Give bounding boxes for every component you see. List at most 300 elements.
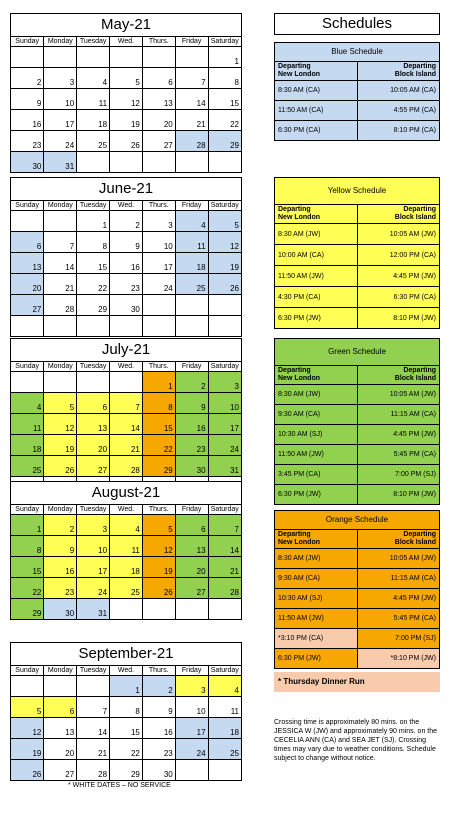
calendar-day: 2 <box>142 676 175 697</box>
calendar-day: 24 <box>142 274 175 295</box>
schedule-row <box>275 385 439 405</box>
calendar-grid <box>11 201 241 336</box>
calendar-day: 30 <box>175 456 208 477</box>
weekday-header: Sunday <box>11 666 44 676</box>
calendar-week <box>11 599 241 620</box>
calendar-day: 24 <box>44 131 77 152</box>
calendar-empty-cell <box>44 316 77 337</box>
calendar-day: 8 <box>77 232 110 253</box>
calendar-week <box>11 253 241 274</box>
calendar-day: 23 <box>110 274 143 295</box>
calendar-day: 22 <box>142 435 175 456</box>
calendar-empty-cell <box>142 295 175 316</box>
calendar-week <box>11 47 241 68</box>
calendar-empty-cell <box>110 316 143 337</box>
schedule-table <box>275 62 439 140</box>
departure-new-london: 11:50 AM (JW) <box>275 609 357 629</box>
no-service-legend: * WHITE DATES – NO SERVICE <box>68 782 171 789</box>
calendar-week <box>11 152 241 173</box>
weekday-header: Monday <box>44 362 77 372</box>
schedule-table <box>275 205 439 328</box>
calendar-day: 16 <box>44 557 77 578</box>
calendar-day: 12 <box>208 232 241 253</box>
calendar-week <box>11 760 241 781</box>
departure-block-island: 11:15 AM (CA) <box>357 569 439 589</box>
calendar-day: 4 <box>77 68 110 89</box>
calendar-day: 30 <box>110 295 143 316</box>
calendar-empty-cell <box>142 152 175 173</box>
departure-block-island: 8:10 PM (JW) <box>357 308 439 329</box>
header-line: Departing <box>403 63 436 70</box>
departure-new-london: 9:30 AM (CA) <box>275 569 357 589</box>
departure-new-london: 9:30 AM (CA) <box>275 405 357 425</box>
calendar-title: August-21 <box>11 482 241 505</box>
weekday-header: Sunday <box>11 505 44 515</box>
schedule-row <box>275 308 439 329</box>
calendar-week <box>11 515 241 536</box>
departure-block-island: 4:55 PM (CA) <box>357 101 439 121</box>
departing-new-london-header <box>275 205 357 224</box>
calendar-empty-cell <box>175 295 208 316</box>
calendar-day: 7 <box>110 393 143 414</box>
calendar-title: June-21 <box>11 178 241 201</box>
calendar-day: 12 <box>142 536 175 557</box>
weekday-header: Thurs. <box>142 666 175 676</box>
calendar-title: July-21 <box>11 339 241 362</box>
calendar-day: 27 <box>175 578 208 599</box>
calendar-week <box>11 578 241 599</box>
weekday-header: Saturday <box>208 37 241 47</box>
weekday-header: Tuesday <box>77 362 110 372</box>
calendar-day: 13 <box>77 414 110 435</box>
schedule-row <box>275 121 439 141</box>
calendar-empty-cell <box>175 599 208 620</box>
header-line: Block Island <box>394 375 436 382</box>
departure-block-island: 8:10 PM (CA) <box>357 121 439 141</box>
calendar-day: 16 <box>110 253 143 274</box>
schedule-title: Yellow Schedule <box>275 178 439 205</box>
calendar-day: 14 <box>175 89 208 110</box>
calendar-week <box>11 316 241 337</box>
calendar-day: 11 <box>11 414 44 435</box>
header-line: Departing <box>278 531 311 538</box>
calendar-empty-cell <box>77 372 110 393</box>
calendar-day: 2 <box>44 515 77 536</box>
calendar-day: 30 <box>142 760 175 781</box>
weekday-header: Wed. <box>110 362 143 372</box>
weekday-header: Thurs. <box>142 201 175 211</box>
header-line: Block Island <box>394 214 436 221</box>
departure-block-island: 12:00 PM (CA) <box>357 245 439 266</box>
weekday-header: Wed. <box>110 37 143 47</box>
calendar-day: 26 <box>142 578 175 599</box>
calendar-day: 8 <box>110 697 143 718</box>
calendar-june <box>10 177 242 337</box>
weekday-header: Friday <box>175 362 208 372</box>
calendar-day: 12 <box>11 718 44 739</box>
calendar-day: 20 <box>11 274 44 295</box>
calendar-july <box>10 338 242 498</box>
calendar-day: 25 <box>175 274 208 295</box>
calendar-title: May-21 <box>11 14 241 37</box>
calendar-empty-cell <box>175 316 208 337</box>
calendar-empty-cell <box>44 47 77 68</box>
calendar-day: 26 <box>44 456 77 477</box>
calendar-day: 14 <box>110 414 143 435</box>
departing-new-london-header <box>275 366 357 385</box>
weekday-header: Saturday <box>208 666 241 676</box>
calendar-empty-cell <box>208 760 241 781</box>
schedule-row <box>275 224 439 245</box>
calendar-day: 17 <box>77 557 110 578</box>
schedule-row <box>275 101 439 121</box>
calendar-day: 6 <box>11 232 44 253</box>
calendar-week <box>11 372 241 393</box>
calendar-day: 9 <box>110 232 143 253</box>
schedule-row <box>275 425 439 445</box>
calendar-day: 28 <box>77 760 110 781</box>
departure-new-london: 8:30 AM (JW) <box>275 385 357 405</box>
calendar-empty-cell <box>110 599 143 620</box>
calendar-day: 20 <box>44 739 77 760</box>
departing-new-london-header <box>275 62 357 81</box>
schedule-row <box>275 569 439 589</box>
calendar-day: 1 <box>77 211 110 232</box>
weekday-header: Sunday <box>11 362 44 372</box>
calendar-empty-cell <box>11 316 44 337</box>
calendar-day: 20 <box>77 435 110 456</box>
calendar-week <box>11 274 241 295</box>
departing-block-island-header <box>357 205 439 224</box>
weekday-header: Tuesday <box>77 505 110 515</box>
schedule-row <box>275 589 439 609</box>
calendar-day: 18 <box>175 253 208 274</box>
header-line: New London <box>278 375 320 382</box>
calendar-week <box>11 739 241 760</box>
calendar-day: 26 <box>11 760 44 781</box>
calendar-day: 10 <box>44 89 77 110</box>
calendar-empty-cell <box>11 372 44 393</box>
calendar-day: 26 <box>208 274 241 295</box>
calendar-day: 22 <box>110 739 143 760</box>
schedule-row <box>275 445 439 465</box>
header-line: Block Island <box>394 539 436 546</box>
departure-block-island: 10:05 AM (CA) <box>357 81 439 101</box>
schedule-row <box>275 629 439 649</box>
departure-new-london: 6:30 PM (CA) <box>275 121 357 141</box>
schedule-orange <box>274 510 440 669</box>
header-line: New London <box>278 214 320 221</box>
weekday-header: Friday <box>175 666 208 676</box>
schedule-row <box>275 549 439 569</box>
calendar-day: 3 <box>44 68 77 89</box>
calendar-day: 11 <box>110 536 143 557</box>
calendar-day: 15 <box>11 557 44 578</box>
weekday-header: Tuesday <box>77 201 110 211</box>
calendar-day: 15 <box>142 414 175 435</box>
calendar-grid <box>11 505 241 619</box>
calendar-day: 26 <box>110 131 143 152</box>
calendar-day: 5 <box>110 68 143 89</box>
calendar-day: 29 <box>110 760 143 781</box>
calendar-day: 5 <box>142 515 175 536</box>
calendar-day: 19 <box>11 739 44 760</box>
departure-block-island: 10:05 AM (JW) <box>357 549 439 569</box>
calendar-empty-cell <box>110 152 143 173</box>
calendar-day: 1 <box>142 372 175 393</box>
weekday-header: Wed. <box>110 666 143 676</box>
calendar-day: 31 <box>208 456 241 477</box>
calendar-day: 4 <box>110 515 143 536</box>
calendar-day: 21 <box>110 435 143 456</box>
header-line: Departing <box>278 206 311 213</box>
calendar-day: 2 <box>110 211 143 232</box>
schedule-green <box>274 338 440 505</box>
calendar-day: 5 <box>44 393 77 414</box>
weekday-header: Monday <box>44 201 77 211</box>
calendar-day: 20 <box>175 557 208 578</box>
calendar-day: 22 <box>77 274 110 295</box>
calendar-day: 13 <box>44 718 77 739</box>
calendar-empty-cell <box>77 316 110 337</box>
weekday-header: Saturday <box>208 201 241 211</box>
calendar-day: 19 <box>208 253 241 274</box>
calendar-day: 5 <box>208 211 241 232</box>
calendar-day: 7 <box>175 68 208 89</box>
calendar-day: 18 <box>110 557 143 578</box>
calendar-day: 23 <box>142 739 175 760</box>
departure-new-london: 6:30 PM (JW) <box>275 649 357 669</box>
weekday-header: Tuesday <box>77 666 110 676</box>
calendar-week <box>11 295 241 316</box>
calendar-day: 28 <box>175 131 208 152</box>
departing-block-island-header <box>357 62 439 81</box>
departure-new-london: 11:50 AM (JW) <box>275 445 357 465</box>
calendar-empty-cell <box>208 599 241 620</box>
calendar-day: 10 <box>208 393 241 414</box>
departure-new-london: 6:30 PM (JW) <box>275 308 357 329</box>
calendar-week <box>11 456 241 477</box>
calendar-day: 6 <box>44 697 77 718</box>
calendar-week <box>11 697 241 718</box>
calendar-empty-cell <box>142 47 175 68</box>
calendar-week <box>11 676 241 697</box>
departure-new-london: 10:00 AM (CA) <box>275 245 357 266</box>
calendar-day: 28 <box>44 295 77 316</box>
calendar-day: 30 <box>11 152 44 173</box>
calendar-day: 25 <box>110 578 143 599</box>
calendar-day: 23 <box>11 131 44 152</box>
calendar-day: 9 <box>175 393 208 414</box>
departure-new-london: 8:30 AM (JW) <box>275 224 357 245</box>
calendar-day: 1 <box>208 47 241 68</box>
calendar-day: 22 <box>11 578 44 599</box>
calendar-day: 16 <box>11 110 44 131</box>
calendar-day: 15 <box>208 89 241 110</box>
calendar-day: 31 <box>77 599 110 620</box>
departure-block-island: 8:10 PM (JW) <box>357 485 439 505</box>
calendar-day: 19 <box>142 557 175 578</box>
calendar-september <box>10 642 242 781</box>
calendar-day: 17 <box>208 414 241 435</box>
calendar-grid <box>11 666 241 780</box>
departure-new-london: 8:30 AM (CA) <box>275 81 357 101</box>
weekday-header: Monday <box>44 666 77 676</box>
schedule-yellow <box>274 177 440 329</box>
calendar-august <box>10 481 242 620</box>
calendar-empty-cell <box>142 316 175 337</box>
header-line: Departing <box>278 63 311 70</box>
schedule-row <box>275 465 439 485</box>
calendar-day: 6 <box>77 393 110 414</box>
calendar-day: 8 <box>208 68 241 89</box>
calendar-title: September-21 <box>11 643 241 666</box>
calendar-day: 5 <box>11 697 44 718</box>
calendar-day: 30 <box>44 599 77 620</box>
calendar-day: 24 <box>208 435 241 456</box>
calendar-empty-cell <box>208 316 241 337</box>
calendar-week <box>11 414 241 435</box>
calendar-week <box>11 211 241 232</box>
departing-block-island-header <box>357 530 439 549</box>
departure-block-island: 4:45 PM (JW) <box>357 425 439 445</box>
departing-new-london-header <box>275 530 357 549</box>
calendar-empty-cell <box>175 152 208 173</box>
departure-new-london: 3:45 PM (CA) <box>275 465 357 485</box>
calendar-day: 19 <box>44 435 77 456</box>
weekday-header: Thurs. <box>142 362 175 372</box>
calendar-day: 15 <box>110 718 143 739</box>
calendar-day: 25 <box>77 131 110 152</box>
schedule-table <box>275 530 439 668</box>
calendar-day: 21 <box>77 739 110 760</box>
calendar-day: 7 <box>44 232 77 253</box>
calendar-day: 21 <box>44 274 77 295</box>
calendar-may <box>10 13 242 173</box>
calendar-day: 7 <box>77 697 110 718</box>
weekday-header: Thurs. <box>142 37 175 47</box>
departure-block-island: 7:00 PM (SJ) <box>357 465 439 485</box>
calendar-week <box>11 131 241 152</box>
calendar-day: 3 <box>77 515 110 536</box>
departure-block-island: 10:05 AM (JW) <box>357 224 439 245</box>
calendar-empty-cell <box>142 599 175 620</box>
calendar-day: 16 <box>175 414 208 435</box>
calendar-grid <box>11 362 241 497</box>
calendar-day: 13 <box>142 89 175 110</box>
calendar-day: 2 <box>11 68 44 89</box>
calendar-day: 12 <box>44 414 77 435</box>
departure-block-island: 4:45 PM (JW) <box>357 589 439 609</box>
calendar-day: 17 <box>142 253 175 274</box>
departure-block-island: 5:45 PM (CA) <box>357 445 439 465</box>
schedule-row <box>275 81 439 101</box>
departure-new-london: 4:30 PM (CA) <box>275 287 357 308</box>
calendar-day: 8 <box>142 393 175 414</box>
departure-block-island: 7:00 PM (SJ) <box>357 629 439 649</box>
schedule-row <box>275 609 439 629</box>
calendar-empty-cell <box>208 295 241 316</box>
header-line: New London <box>278 539 320 546</box>
calendar-day: 1 <box>110 676 143 697</box>
calendar-day: 14 <box>77 718 110 739</box>
calendar-day: 12 <box>110 89 143 110</box>
calendar-day: 25 <box>208 739 241 760</box>
calendar-day: 18 <box>11 435 44 456</box>
weekday-header: Saturday <box>208 362 241 372</box>
calendar-week <box>11 718 241 739</box>
calendar-day: 4 <box>11 393 44 414</box>
departure-new-london: 10:30 AM (SJ) <box>275 589 357 609</box>
calendar-day: 3 <box>175 676 208 697</box>
departure-new-london: *3:10 PM (CA) <box>275 629 357 649</box>
calendar-week <box>11 110 241 131</box>
calendar-day: 13 <box>175 536 208 557</box>
weekday-header: Monday <box>44 505 77 515</box>
departing-block-island-header <box>357 366 439 385</box>
calendar-day: 21 <box>175 110 208 131</box>
calendar-day: 9 <box>142 697 175 718</box>
weekday-header: Friday <box>175 201 208 211</box>
calendar-day: 22 <box>208 110 241 131</box>
calendar-week <box>11 68 241 89</box>
header-line: Departing <box>403 206 436 213</box>
calendar-day: 29 <box>11 599 44 620</box>
calendar-day: 23 <box>44 578 77 599</box>
calendar-empty-cell <box>110 372 143 393</box>
calendar-day: 13 <box>11 253 44 274</box>
calendar-week <box>11 232 241 253</box>
weekday-header: Sunday <box>11 201 44 211</box>
departure-block-island: 6:30 PM (CA) <box>357 287 439 308</box>
departure-block-island: 4:45 PM (JW) <box>357 266 439 287</box>
calendar-empty-cell <box>44 372 77 393</box>
schedule-row <box>275 485 439 505</box>
calendar-day: 14 <box>208 536 241 557</box>
calendar-week <box>11 557 241 578</box>
calendar-empty-cell <box>11 47 44 68</box>
departure-new-london: 11:50 AM (JW) <box>275 266 357 287</box>
calendar-empty-cell <box>11 211 44 232</box>
calendar-day: 27 <box>77 456 110 477</box>
schedule-row <box>275 649 439 669</box>
schedules-heading: Schedules <box>274 13 440 35</box>
calendar-day: 21 <box>208 557 241 578</box>
calendar-empty-cell <box>11 676 44 697</box>
calendar-day: 2 <box>175 372 208 393</box>
schedule-title: Blue Schedule <box>275 43 439 62</box>
calendar-day: 18 <box>208 718 241 739</box>
calendar-day: 9 <box>11 89 44 110</box>
crossing-time-note: Crossing time is approximately 80 mins. on the JESSICA W (JW) and approximately 90 mins. on the CECELIA ANN (CA) and SEA JET (SJ). Crossing times may vary due to weather conditions. Schedule subject to change without notice. <box>274 719 438 762</box>
calendar-day: 8 <box>11 536 44 557</box>
calendar-day: 17 <box>175 718 208 739</box>
calendar-day: 29 <box>77 295 110 316</box>
weekday-header: Wed. <box>110 201 143 211</box>
calendar-day: 11 <box>175 232 208 253</box>
calendar-day: 18 <box>77 110 110 131</box>
calendar-day: 10 <box>175 697 208 718</box>
calendar-empty-cell <box>44 676 77 697</box>
schedule-row <box>275 287 439 308</box>
calendar-day: 27 <box>44 760 77 781</box>
calendar-empty-cell <box>77 676 110 697</box>
header-line: New London <box>278 71 320 78</box>
calendar-day: 15 <box>77 253 110 274</box>
weekday-header: Friday <box>175 505 208 515</box>
weekday-header: Friday <box>175 37 208 47</box>
departure-block-island: 10:05 AM (JW) <box>357 385 439 405</box>
